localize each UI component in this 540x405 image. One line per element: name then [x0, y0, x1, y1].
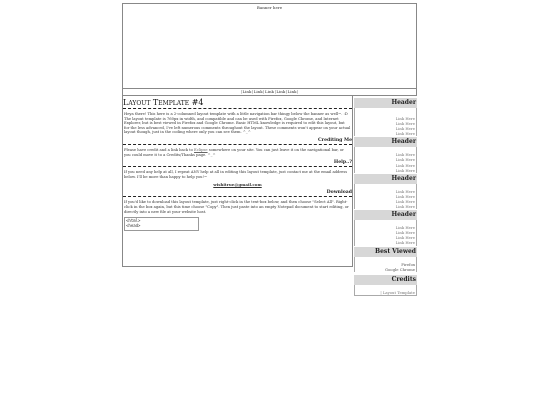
help-heading: Help..?: [123, 160, 352, 167]
sidebar-link[interactable]: Link Here: [395, 162, 415, 168]
nav-separator: |: [240, 89, 242, 94]
nav-separator: |: [285, 89, 288, 94]
nav-link-4[interactable]: Link: [276, 89, 286, 94]
nav-separator: |: [263, 89, 265, 94]
code-textbox[interactable]: [124, 217, 199, 231]
credits-header: Credits: [354, 274, 417, 285]
sidebar-link[interactable]: Link Here: [395, 126, 415, 132]
sidebar-links: [354, 184, 417, 209]
nav-separator: |: [274, 89, 276, 94]
sidebar-header: Header: [354, 136, 417, 147]
sidebar-link[interactable]: Link Here: [395, 152, 415, 158]
email-link[interactable]: wishitrue@gmail.com: [213, 182, 262, 188]
sidebar-section-2: [354, 136, 417, 172]
crediting-heading: Crediting Me: [123, 138, 352, 145]
sidebar-link[interactable]: Link Here: [395, 193, 415, 199]
list-item: Google Chrome: [384, 266, 415, 272]
crediting-text: [124, 148, 351, 157]
nav-link-1[interactable]: Link: [242, 89, 252, 94]
banner-text: Banner here: [256, 5, 283, 10]
credits-link[interactable]: | Layout Template: [380, 289, 415, 295]
crediting-text-start: Please have credit and a link back to: [124, 147, 195, 152]
nav-separator: |: [251, 89, 254, 94]
page-title: Layout Template #4: [123, 98, 352, 109]
sidebar-link[interactable]: Link Here: [395, 204, 415, 210]
sidebar-link[interactable]: Link Here: [395, 157, 415, 163]
download-text: If you'd like to download this layout template, just right-click in the text-box below, and then choose "Select All". Right-click in the box again, but this time choose "Copy". Then just paste into an empty Notepad document to start editing, or directly into a new file at your website host.: [124, 200, 349, 214]
sidebar-links: [354, 220, 417, 245]
sidebar-links: [354, 147, 417, 172]
sidebar-header: Header: [354, 209, 417, 220]
sidebar-section-3: [354, 173, 417, 209]
sidebar-link[interactable]: Link Here: [395, 225, 415, 231]
sidebar-link[interactable]: Link Here: [395, 235, 415, 241]
list-item: [355, 290, 416, 295]
sidebar-link[interactable]: Link Here: [395, 240, 415, 246]
credits-list: [354, 285, 417, 296]
sidebar-link[interactable]: Link Here: [395, 131, 415, 137]
main-content: [122, 95, 353, 267]
nav-separator: |: [297, 89, 299, 94]
nav-link-3[interactable]: Link: [265, 89, 274, 94]
sidebar-link[interactable]: Link Here: [395, 230, 415, 236]
sidebar-section-4: [354, 209, 417, 245]
download-heading: Download: [123, 190, 352, 197]
best-viewed-header: Best Viewed: [354, 246, 417, 257]
intro-text: Heya there! This here is a 2-columned layout template with a little navigation bar thingy below the banner as well~. :D The layout template is 760px in width, and compatible and can be used with Firefox, Google Chrome, and Internet Explorer, but is best viewed in Firefox and Google Chrome. Basic HTML knowledge is required to edit this layout, but for the less advanced, I've left numerous comments throughout the layout. These comments won't appear on your actual layout though, just in the coding where only you can see them. ^_^: [124, 112, 351, 135]
best-viewed-list: [354, 257, 417, 272]
sidebar-best-viewed: [354, 246, 417, 272]
sidebar-link[interactable]: Link Here: [395, 116, 415, 121]
sidebar-section-1: [354, 97, 417, 136]
sidebar-link[interactable]: Link Here: [395, 188, 415, 194]
sidebar: [354, 97, 417, 296]
sidebar-link[interactable]: Link Here: [395, 167, 415, 173]
sidebar-link[interactable]: Link Here: [395, 198, 415, 204]
layout-columns: [122, 0, 417, 405]
list-item: Firefox: [401, 261, 415, 267]
nav-link-2[interactable]: Link: [253, 89, 263, 94]
eclipse-link[interactable]: Eclipse: [194, 147, 208, 152]
sidebar-header: Header: [354, 173, 417, 184]
sidebar-link[interactable]: Link Here: [395, 121, 415, 127]
help-text: If you need any help at all, I repeat ANY help at all in editing this layout template, just contact me at the email address below. I'll be more than happy to help you!~: [124, 170, 348, 179]
sidebar-links: [354, 108, 417, 136]
crediting-text-end: somewhere on your site. You can just leave it on the navigational bar, or you could move it to a Credits/Thanks page. ^_^: [124, 147, 344, 157]
sidebar-credits: [354, 274, 417, 296]
sidebar-header: Header: [354, 97, 417, 108]
nav-link-5[interactable]: Link: [287, 89, 297, 94]
